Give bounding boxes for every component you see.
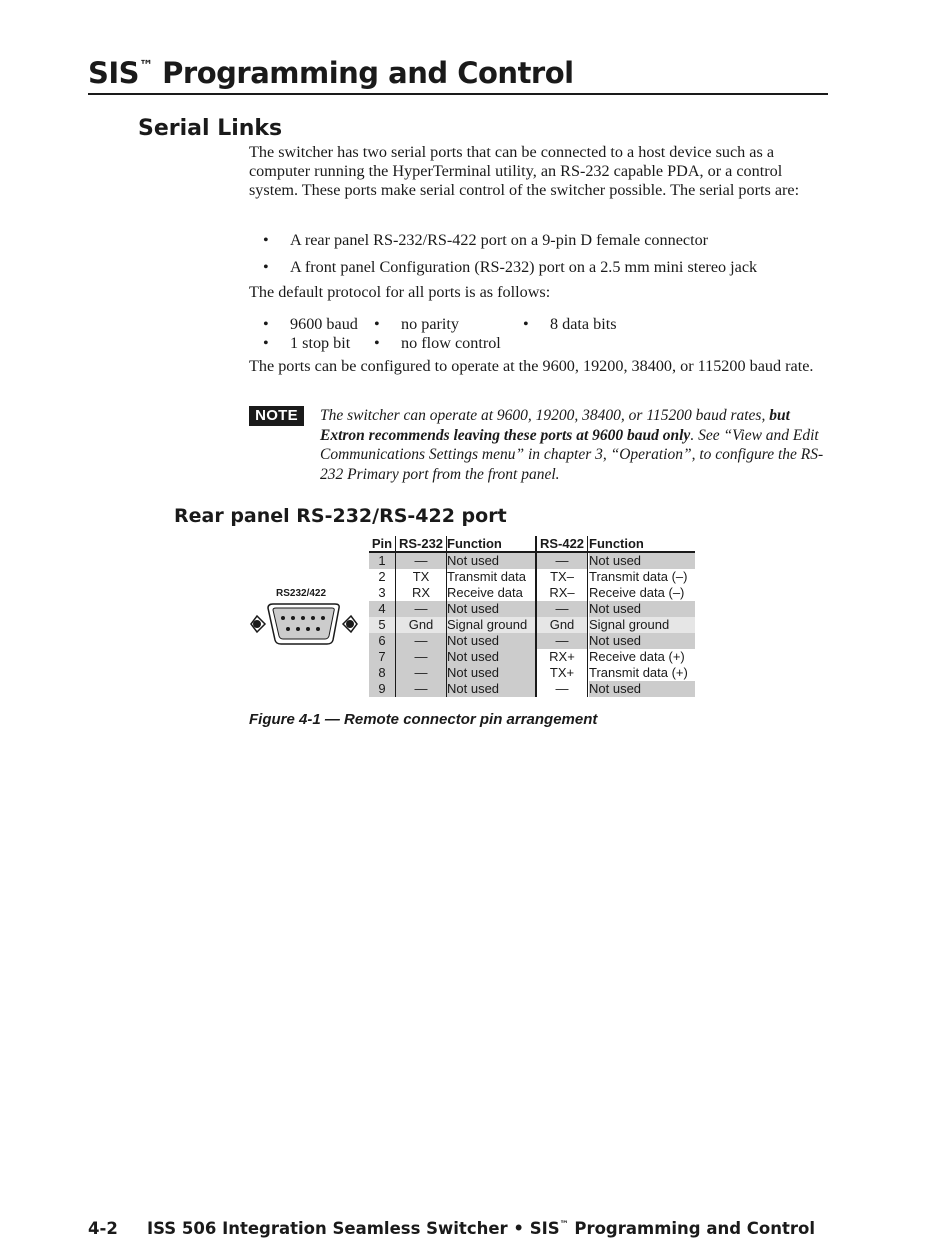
rs232-cell: — xyxy=(396,681,446,697)
rs232-function-cell: Not used xyxy=(447,633,535,649)
protocol-item-text: no parity xyxy=(401,315,459,333)
pin-cell: 4 xyxy=(369,601,395,617)
rs232-cell: — xyxy=(396,665,446,681)
intro-paragraph: The switcher has two serial ports that can be connected to a host device such as a computer running the HyperTerminal utility, an RS-232 capable PDA, or a control system. These ports make serial control of the switcher possible. The serial ports are: xyxy=(249,143,800,199)
column-divider xyxy=(446,536,447,697)
table-row xyxy=(369,665,695,681)
note-badge: NOTE xyxy=(249,406,304,426)
rs422-cell: — xyxy=(537,601,587,617)
rs232-function-cell: Not used xyxy=(447,553,535,569)
connector-label: RS232/422 xyxy=(276,588,327,599)
protocol-item-text: 9600 baud xyxy=(290,315,358,333)
rs232-function-cell: Not used xyxy=(447,649,535,665)
title-rest: Programming and Control xyxy=(152,56,574,90)
table-row xyxy=(369,569,695,585)
section-heading: Serial Links xyxy=(138,116,283,141)
column-divider xyxy=(587,536,588,697)
protocol-item-text: no flow control xyxy=(401,334,501,352)
header-rs422: RS-422 xyxy=(539,536,585,551)
bullet: • xyxy=(523,315,529,333)
pin-cell: 1 xyxy=(369,553,395,569)
table-row xyxy=(369,601,695,617)
rs232-cell: Gnd xyxy=(396,617,446,633)
list-item-text: A front panel Configuration (RS-232) port on a 2.5 mm mini stereo jack xyxy=(290,258,758,276)
footer-text-start: ISS 506 Integration Seamless Switcher • SIS xyxy=(147,1219,560,1238)
figure-caption: Figure 4-1 — Remote connector pin arrangement xyxy=(249,711,598,728)
table-row xyxy=(369,649,695,665)
rs232-function-cell: Signal ground xyxy=(447,617,535,633)
bullet: • xyxy=(263,315,269,333)
rs232-function-cell: Not used xyxy=(447,665,535,681)
rs232-cell: — xyxy=(396,649,446,665)
page-title xyxy=(88,56,574,90)
bullet: • xyxy=(374,334,380,352)
rs422-function-cell: Not used xyxy=(589,553,695,569)
rs422-function-cell: Transmit data (–) xyxy=(589,569,688,584)
rs232-cell: — xyxy=(396,601,446,617)
list-item-text: A rear panel RS-232/RS-422 port on a 9-pin D female connector xyxy=(290,231,709,249)
pin-cell: 5 xyxy=(369,617,395,633)
pin-cell: 9 xyxy=(369,681,395,697)
bullet: • xyxy=(263,258,269,276)
note-text xyxy=(320,406,830,484)
baud-rate-paragraph: The ports can be configured to operate at the 9600, 19200, 38400, or 115200 baud rate. xyxy=(249,357,814,375)
pin-cell: 6 xyxy=(369,633,395,649)
pin-table xyxy=(369,536,695,696)
trademark-symbol: ™ xyxy=(559,1219,569,1230)
rs232-cell: — xyxy=(396,553,446,569)
header-rule xyxy=(88,93,828,95)
rs422-cell: — xyxy=(537,553,587,569)
rs422-cell: — xyxy=(537,633,587,649)
pin-cell: 3 xyxy=(378,585,386,600)
rs232-function-cell: Transmit data xyxy=(447,569,526,584)
rs232-cell: RX xyxy=(411,585,431,600)
rs232-function-cell: Not used xyxy=(447,601,535,617)
table-row xyxy=(369,617,695,633)
rs422-cell: TX+ xyxy=(549,665,575,680)
rs232-function-cell: Receive data xyxy=(447,585,523,600)
page-footer xyxy=(88,1219,815,1238)
db9-connector-icon xyxy=(248,586,360,650)
title-main: SIS xyxy=(88,56,140,90)
rs422-cell: TX– xyxy=(550,569,574,584)
rs422-cell: RX+ xyxy=(549,649,575,664)
bullet: • xyxy=(263,231,269,249)
table-header-row xyxy=(369,536,695,552)
header-function-rs232: Function xyxy=(447,536,502,551)
rs422-function-cell: Receive data (–) xyxy=(589,585,685,600)
rs422-cell: RX– xyxy=(549,585,575,600)
rs232-cell: — xyxy=(396,633,446,649)
header-pin: Pin xyxy=(371,536,393,551)
header-rs232: RS-232 xyxy=(398,536,444,551)
table-row xyxy=(369,585,695,601)
trademark-symbol: ™ xyxy=(139,58,153,75)
table-row xyxy=(369,681,695,697)
rs232-cell: TX xyxy=(412,569,430,584)
rs232-function-cell: Not used xyxy=(447,681,535,697)
column-divider xyxy=(395,536,396,697)
note-text-end: . See “View and Edit Communications Settings menu” in chapter 3, “Operation”, to configure the RS-232 Primary port from the front panel. xyxy=(320,426,824,483)
rs422-function-cell: Transmit data (+) xyxy=(589,665,688,680)
pin-cell: 2 xyxy=(378,569,386,584)
pin-cell: 8 xyxy=(369,665,395,681)
footer-text-end: Programming and Control xyxy=(568,1219,816,1238)
bullet: • xyxy=(374,315,380,333)
rs422-function-cell: Signal ground xyxy=(589,617,695,633)
note-text-emphasis: but Extron recommends leaving these ports at 9600 baud only xyxy=(320,407,790,444)
table-row xyxy=(369,553,695,569)
protocol-item-text: 8 data bits xyxy=(550,315,617,333)
rs422-cell: — xyxy=(555,681,569,696)
header-function-rs422: Function xyxy=(589,536,644,551)
rs422-function-cell: Not used xyxy=(589,601,695,617)
protocol-item-text: 1 stop bit xyxy=(290,334,351,352)
bullet: • xyxy=(263,334,269,352)
rs422-function-cell: Receive data (+) xyxy=(589,649,685,664)
column-divider xyxy=(535,536,537,697)
table-row xyxy=(369,633,695,649)
rs422-function-cell: Not used xyxy=(589,681,695,697)
page-number: 4-2 xyxy=(88,1219,118,1238)
protocol-intro: The default protocol for all ports is as follows: xyxy=(249,283,551,301)
note-text-start: The switcher can operate at 9600, 19200, 38400, or 115200 baud rates, xyxy=(320,407,770,424)
rs422-function-cell: Not used xyxy=(589,633,695,649)
rs422-cell: Gnd xyxy=(537,617,587,633)
subsection-heading: Rear panel RS-232/RS-422 port xyxy=(174,505,507,527)
pin-cell: 7 xyxy=(369,649,395,665)
